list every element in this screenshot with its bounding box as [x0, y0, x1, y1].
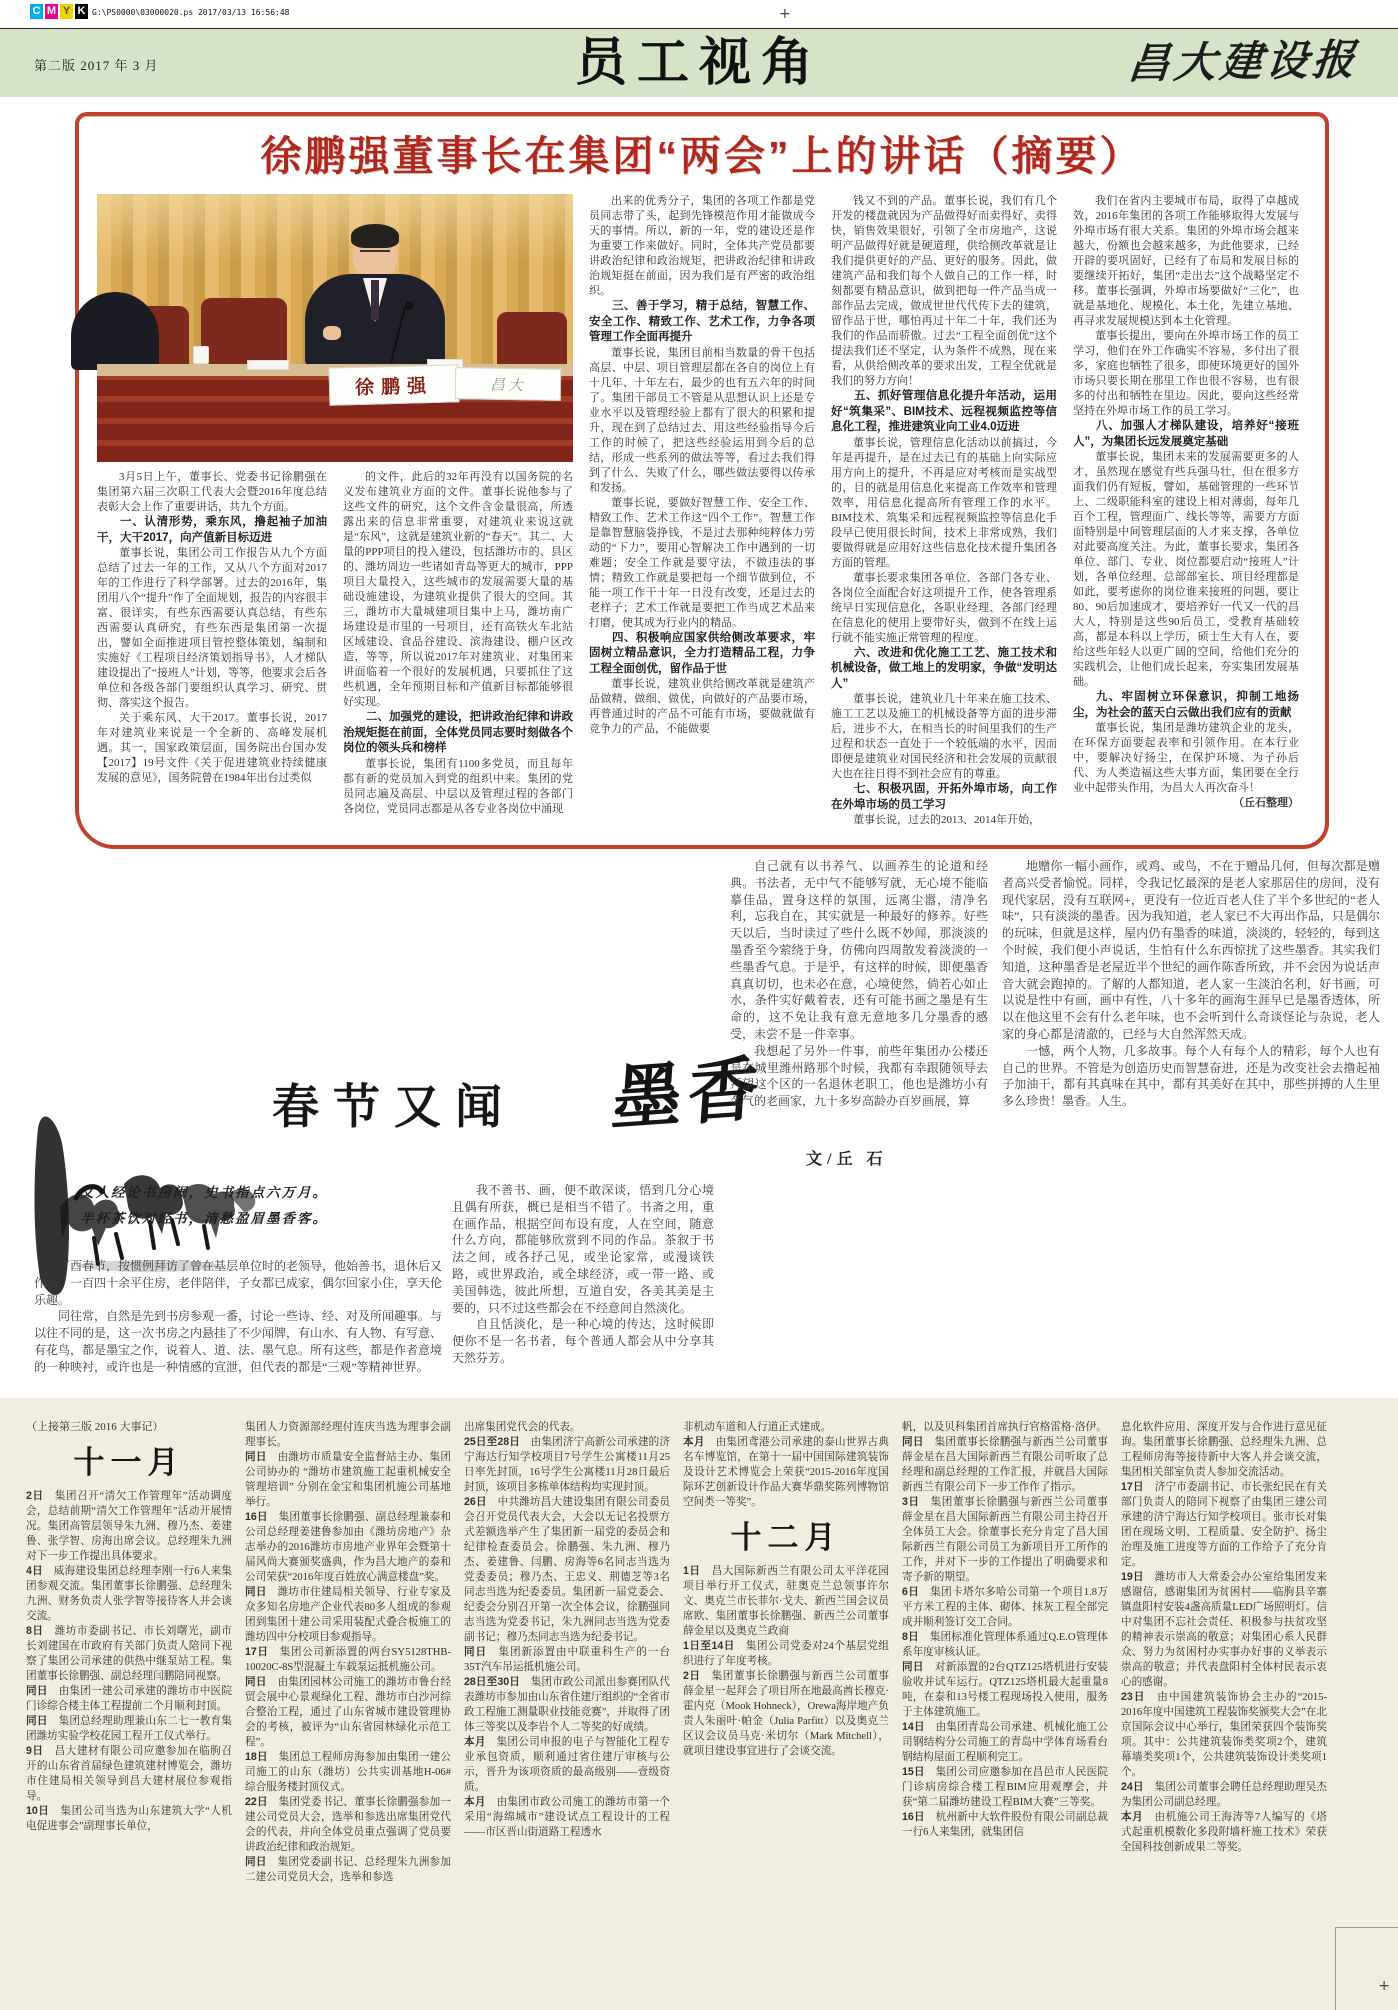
essay-section — [0, 850, 1398, 1395]
essay-poem — [80, 1180, 410, 1232]
article-column-5 — [1073, 194, 1299, 810]
paragraph: 董事长说，集团有1100多党员，而且每年都有新的党员加入到党的组织中来。集团的党员同志遍及高层、中层以及管理过程的各部门各岗位，党员同志都是从各专业各岗位中涌现 — [343, 757, 573, 815]
paragraph: 地赠你一幅小画作，或鸡、或鸟，不在于赠品几何，但每次都是赠者高兴受者愉悦。同样，令我记忆最深的是老人家那居住的房间，没有现代家居，没有互联网+，更没有一位近百老人住了半个多世纪的“老人味”，只有淡淡的墨香。因为我知道，老人家已不大再出作品，只是偶尔的玩味，但就是这样，屋内仍有墨香的味道，淡淡的，轻轻的，每到这个时候，我们便小声说话，生怕有什么东西惊扰了这些墨香。其实我们知道，这种墨香是老屋近半个世纪的画作陈香所致，并不会因为说话声音大就会跑掉的。了解的人都知道，老人家一生淡泊名利，好书画，可以说是性中有画，画中有性，八十多年的画海生涯早已是墨香透体，所以在他这里不会有什么老年味，也不会听到什么奇谈怪论与杂说，老人家的身心都是清澈的，已经与大自然浑然天成。 — [1002, 859, 1380, 1041]
chronicle-column-4 — [683, 1420, 889, 1980]
paragraph: 我想起了另外一件事，前些年集团办公楼还是在城里潍州路那个时候，我都有幸跟随领导去拜望这个区的一名退休老职工，他也是潍坊小有名气的老画家，九十多岁高龄办百岁画展，算 — [730, 1043, 988, 1109]
cmyk-marks — [30, 4, 88, 19]
paragraph: 董事长说，集团目前相当数量的骨干包括高层、中层、项目管理层都在各自的岗位上有十几年、十年左右，最少的也有五六年的时间了。集团干部员工不管是从思想认识上还是专业水平以及管理经验上都有了很大的积累和提升，现在到了总结过去、用这些经验指导今后工作的时候了，把这些经验运用到今后的总结，形成一些系列的做法等等，看过去我们得到了什么、失败了什么，哪些做法要得以传承和发扬。 — [589, 346, 815, 494]
chronicle-column-6 — [1121, 1420, 1327, 1980]
essay-title: 春节又闻 — [272, 1082, 516, 1134]
paragraph: 1日至14日 集团公司党委对24个基层党组织进行了年度考核。 — [683, 1640, 889, 1667]
paragraph: 同日 集团总经理助理兼山东二七一教育集团潍坊实验学校花园工程开工仪式举行。 — [26, 1715, 233, 1742]
paragraph: 15日 集团公司应邀参加在昌邑市人民医院门诊病房综合楼工程BIM应用观摩会，并获“第二届潍坊建设工程BIM大赛”三等奖。 — [902, 1766, 1108, 1808]
paragraph: 同日 由潍坊市质量安全监督站主办、集团公司协办的 “潍坊市建筑施工起重机械安全管理培训” 分别在金宝和集团机施公司基地举行。 — [245, 1451, 452, 1508]
paragraph: 董事长提出，要向在外埠市场工作的员工学习，他们在外工作确实不容易，多付出了很多，家庭也牺牲了很多，即使环境更好的国外市场只要长期在那里工作也很不容易，也有很多的付出和牺牲在里边。因此，要向这些经常坚持在外埠市场工作的员工学习。 — [1073, 330, 1299, 417]
registration-mark-icon: + — [779, 6, 791, 22]
paragraph: 董事长说，建筑业供给侧改革就是建筑产品做精、做细、做优，向做好的产品要市场，再普通过时的产品不可能有市场，要做就做有竞争力的产品，不能做要 — [589, 678, 815, 735]
edition-label: 第二版 2017 年 3 月 — [34, 58, 159, 73]
paragraph: 10日 集团公司当选为山东建筑大学“人机电促进事会”副理事长单位， — [26, 1805, 232, 1832]
paragraph: 董事长说，过去的2013、2014年开始， — [853, 814, 1040, 826]
essay-column-4 — [1002, 858, 1380, 1388]
section-heading: 七、积极巩固，开拓外埠市场，向工作在外埠市场的员工学习 — [831, 783, 1057, 811]
speaker-suit — [305, 274, 445, 366]
speaker-tie — [371, 280, 379, 320]
paragraph: 4日 威海建设集团总经理李刚一行6人来集团参观交流。集团董事长徐鹏强、总经理朱九洲、财务负责人张学智等接待客人并会谈交流。 — [26, 1565, 232, 1622]
paragraph: 董事长说，建筑业几十年来在施工技术、施工工艺以及施工的机械设备等方面的进步滞后，进步不大，在相当长的时间里我们的生产过程和状态一直处于一个较低端的水平，因而即便是建筑业对国民经济和社会发展的贡献很大也在往日得不到社会应有的尊重。 — [831, 693, 1057, 780]
paragraph: 8日 潍坊市委副书记、市长刘曙光，副市长刘建国在市政府有关部门负责人陪同下视察了集团公司承建的供热中继泵站工程。集团董事长徐鹏强、副总经理闫鹏陪同视察。 — [26, 1625, 232, 1682]
paragraph: 帆，以及贝科集团首席执行官格雷格·洛伊。 — [902, 1422, 1107, 1433]
month-heading: 十二月 — [730, 1520, 842, 1555]
section-heading: 五、抓好管理信息化提升年活动，运用好“筑集采”、BIM技术、远程视频监控等信息化工程，推进建筑业向工业4.0迈进 — [831, 390, 1057, 433]
speaker-head — [353, 230, 397, 280]
essay-column-3 — [730, 858, 988, 1388]
microphone-head-icon — [405, 301, 414, 310]
paragraph: 集团人力资源部经理付连庆当选为理事会副理事长。 — [245, 1422, 451, 1448]
paragraph: 17日 济宁市委副书记、市长张纪民在有关部门负责人的陪同下视察了由集团三建公司承建的济宁海达行知学校项目。张市长对集团在现场文明、工程质量、安全防护、扬尘治理及施工进度等方面的工作给予了充分肯定。 — [1121, 1481, 1327, 1568]
paragraph: 14日 由集团青岛公司承建、机械化施工公司钢结构分公司施工的青岛中学体育场看台钢结构屋面工程顺利完工。 — [902, 1721, 1108, 1763]
chronicle-section — [0, 1398, 1398, 2010]
masthead: 昌大建设报 — [1125, 37, 1361, 89]
article-left-wrap — [97, 194, 573, 815]
paragraph: 丁酉春节，按惯例拜访了曾在基层单位时的老领导，他始善书，退休后又作画。一百四十余平住房，老伴陪伴，子女都已成家，偶尔回家小住，享天伦乐趣。 — [34, 1259, 443, 1307]
paragraph: 2日 集团召开“清欠工作管理年”活动调度会，总结前期“清欠工作管理年”活动开展情况。集团高管层领导朱九洲、穆乃杰、姜建鲁、张学智、房海出席会议。总经理朱九洲对下一步工作提出具体要求。 — [26, 1490, 232, 1562]
paragraph: 3日 集团董事长徐鹏强与新西兰公司董事薛金星在昌大国际新西兰有限公司主持召开全体员工大会。徐董事长充分肯定了昌大国际新西兰有限公司员工为新项目开工所作的工作，并对下一步的工作提出了明确要求和寄予新的期望。 — [902, 1496, 1108, 1583]
paragraph: 同日 集团董事长徐鹏强与新西兰公司董事薛金星在昌大国际新西兰有限公司听取了总经理和副总经理的工作汇报，并就昌大国际新西兰有限公司下一步工作作了指示。 — [902, 1436, 1109, 1493]
page-title: 员工视角 — [574, 34, 823, 92]
registration-mark-icon: + — [1378, 1978, 1390, 1994]
yellow-mark: Y — [60, 4, 73, 19]
paragraph: 3月5日上午，董事长、党委书记徐鹏强在集团第六届三次职工代表大会暨2016年度总结表彰大会上作了重要讲话，共九个方面。 — [97, 471, 327, 513]
paragraph: 18日 集团总工程师房海参加由集团一建公司施工的山东（潍坊）公共实训基地H-06#综合服务楼封顶仪式。 — [245, 1751, 451, 1793]
chronicle-column-1 — [26, 1420, 232, 1980]
paragraph: 董事长说，要做好智慧工作、安全工作、精致工作、艺术工作这“四个工作”。智慧工作是靠智慧脑袋挣钱，不是过去那种纯粹体力劳动的“下力”，要用心智解决工作中遇到的一切难题；安全工作就是要守法，不做违法的事情；精致工作就是要把每一个细节做到位，不能一项工作干十年一日没有改变，还是过去的老样子；艺术工作就是要把工作当成艺术品来打磨，使其成为行业内的精品。 — [589, 496, 815, 629]
article-column-2 — [343, 470, 573, 817]
article-column-3 — [589, 194, 815, 810]
chronicle-columns — [0, 1398, 1398, 2002]
paragraph: 17日 集团公司新添置的两台SY5128THB-10020C-8S型混凝土车载泵运抵机施公司。 — [245, 1646, 451, 1673]
paragraph: 钱又不到的产品。董事长说，我们有几个开发的楼盘就因为产品做得好而卖得好、卖得快，销售效果很好，引领了全市房地产，这说明产品做得好就是硬道理，供给侧改革就是让我们提供更好的产品、更好的服务。因此，做建筑产品和我们每个人做自己的工作一样，时刻都要有精品意识，做到把每一件产品当成一部作品去完成，做成世世代代传下去的建筑，留作品于世，哪怕再过十年二十年，我们还为我们的作品而骄傲。过去“工程全面创优”这个提法我们还不坚定，认为条件不成熟，现在来看，从供给侧改革的要求出发，工程全优就是我们的努力方向！ — [831, 195, 1057, 387]
cup — [193, 346, 209, 364]
section-heading: 三、善于学习，精于总结，智慧工作、安全工作、精致工作、艺术工作，力争各项管理工作全面再提升 — [589, 300, 815, 343]
essay-calligraphy-title: 墨香 — [609, 1051, 767, 1140]
paragraph: 22日 集团党委书记、董事长徐鹏强参加一建公司党员大会，选举和参选出席集团党代会的代表，并向全体党员重点强调了党员要讲政治纪律和政治规矩。 — [245, 1796, 451, 1853]
paragraph: 董事长说，管理信息化活动以前搞过，今年是再提升，是在过去已有的基础上向实际应用方向上的提升，不再是应对考核而是实战型的，目的就是用信息化来提高工作效率和管理效率，用信息化提高所有管理工作的水平。BIM技术、筑集采和远程视频监控等信息化手段早已使用很长时间，技术上非常成熟，我们要做得就是应用好这些信息化技术提升集团各方面的管理。 — [831, 436, 1057, 569]
paragraph: 董事长说，集团是潍坊建筑企业的龙头，在环保方面要起表率和引领作用。在本行业中，要解决好扬尘，在保护环境、为子孙后代、为人类造福这些大事方面，集团要在全行业中起带头作用，为昌大人再次奋斗！ （丘石整理） — [1073, 722, 1299, 809]
print-file-path: G:\PS0000\03000020.ps 2017/03/13 16:56:48 — [92, 8, 290, 17]
paragraph: 26日 中共潍坊昌大建设集团有限公司委员会召开党员代表大会，大会以无记名投票方式差额选举产生了集团新一届党的委员会和纪律检查委员会。徐鹏强、朱九洲、穆乃杰、姜建鲁、闫鹏、房海等6名同志当选为党委委员；穆乃杰、王忠义、荆德芝等3名同志当选为纪委委员。集团新一届党委会、纪委会分别召开第一次全体会议，徐鹏强同志当选为党委书记，朱九洲同志当选为党委副书记；穆乃杰同志当选为纪委书记。 — [464, 1496, 670, 1643]
magenta-mark: M — [46, 5, 57, 17]
article-column-1 — [97, 470, 327, 817]
chronicle-column-3 — [464, 1420, 670, 1980]
paragraph: 息化软件应用、深度开发与合作进行意见征询。集团董事长徐鹏强、总经理朱九洲、总工程师房海等接待新中大客人并会谈交流，集团相关部室负责人参加交流活动。 — [1121, 1422, 1327, 1478]
adjacent-page-corner — [1335, 1927, 1398, 2010]
essay-byline: 文/丘 石 — [806, 1151, 888, 1168]
paragraph: 9日 昌大建材有限公司应邀参加在临朐召开的山东省首届绿色建筑建材博览会，潍坊市住建局相关领导到昌大建材展位参观指导。 — [26, 1745, 232, 1802]
section-heading: 六、改进和优化施工工艺、施工技术和机械设备，做工地上的发明家，争做“发明达人” — [831, 646, 1057, 690]
paragraph: 我们在省内主要城市布局，取得了卓越成效，2016年集团的各项工作能够取得大发展与外埠市场有很大关系。集团的外埠市场会越来越大，份额也会越来越多，为此他要求，已经开辟的要巩固好，已经有了布局和发展目标的要继续开拓好，集团“走出去”这个战略坚定不移。董事长强调，外埠市场要做好“三化”，也就是基地化、规模化、本土化，先建立基地、再寻求发展规模达到本土化管理。 — [1073, 195, 1299, 327]
paragraph: 本月 集团公司申报的电子与智能化工程专业承包资质，顺利通过省住建厅审核与公示，晋升为该项资质的最高级别——壹级资质。 — [464, 1736, 671, 1793]
paragraph: 的文件，此后的32年再没有以国务院的名义发布建筑业方面的文件。董事长说他参与了这些文件的研究，这个文件含金量很高，所透露出来的信息非常重要，对建筑业来说这就是“东风”，这就是建筑业新的“春天”。其二、大量的PPP项目的投入建设，包括潍坊市的、县区的、潍坊周边一些诸如青岛等更大的城市，PPP项目大量投入，这些城市的发展需要大量的基础设施建设，为建筑业提供了很大的空间。其三，潍坊市大量城建项目集中上马，潍坊南广场建设是市里的一号项目，还有高铁火车北站区域建设、食品谷建设、滨海建设、棚户区改造，等等，所以说2017年对建筑业、对集团来讲面临着一个很好的发展机遇，只要抓住了这些机遇，全年预期目标和产值新目标都能够很好实现。 — [343, 471, 573, 708]
paragraph: 本月 由集团鸢港公司承建的泰山世界古典名车博览馆，在第十一届中国国际建筑装饰及设计艺术博览会上荣获“2015-2016年度国际环艺创新设计作品大赛华鼎奖陈列博物馆空间类一等奖”。 — [683, 1436, 890, 1508]
paragraph: 8日 集团标准化管理体系通过Q.E.O管理体系年度审核认证。 — [902, 1631, 1108, 1658]
glasses-icon — [360, 250, 390, 259]
paragraph: 25日至28日 由集团济宁高新公司承建的济宁海达行知学校项目7号学生公寓楼11月25日率先封顶，16号学生公寓楼11月28日最后封顶，该项目多栋单体结构均实现封顶。 — [464, 1436, 670, 1493]
paragraph: 同往常，自然是先到书房参观一番，讨论一些诗、经、对及所闻趣事。与以往不同的是，这一次书房之内悬挂了不少闻牌，有山水、有人物、有写意、有花鸟，都是墨宝之作，说着人、道、法、墨气息。所有这些，都是作者意境的一种映衬，或许也是一种情感的宣泄，但代表的都是“三观”等精神世界。 — [34, 1309, 443, 1374]
paragraph: 23日 由中国建筑装饰协会主办的“2015-2016年度中国建筑工程装饰奖颁奖大会”在北京国际会议中心举行，集团荣获四个装饰奖项。其中：公共建筑装饰类奖项2个，建筑幕墙类奖项1个，公共建筑装饰设计类奖项1个。 — [1121, 1691, 1327, 1778]
photo-side-placard: 昌大 — [455, 367, 562, 401]
article-column-4 — [831, 194, 1057, 826]
chronicle-column-2 — [245, 1420, 451, 1980]
paragraph: 一憾，两个人物，几多故事。每个人有每个人的精彩，每个人也有自己的世界。不管是为创造历史而智慧奋进，还是为改变社会去撸起袖子加油干，都有其真味在其中，都有其美好在其中，那些拼搏的人生里多么珍贵！墨香。人生。 — [1002, 1043, 1380, 1109]
article-lower-columns — [97, 470, 573, 817]
paragraph: 董事长说，集团未来的发展需要更多的人才，虽然现在感觉有些兵强马壮，但在很多方面我们仍有短板，譬如，基础管理的一些环节上、二级职能科室的建设上相对薄弱，每年几百个工程，管理面广、线长等等，需要方方面面特别是中间管理层面的人才来支撑，各单位对此要高度关注。为此，董事长要求，集团各单位、部门、专业、岗位都要启动“接班人”计划，各单位经理、总部部室长、项目经理都是如此，要考虑你的岗位谁来接班的问题，要让80、90后加速成才，要培养好一代又一代的昌大人，特别是这些90后员工，受教育基础较高，都是本科以上学历，硕士生大有人在，要给这些年轻人以更广阔的空间，给他们充分的实践机会，让他们成长起来，夯实集团发展基础。 — [1073, 451, 1299, 688]
photo-nameplate: 徐鹏强 — [329, 364, 460, 405]
paragraph: 16日 杭州新中大软件股份有限公司副总裁一行6人来集团，就集团信 — [902, 1811, 1108, 1838]
speaker-hand — [323, 326, 341, 340]
paragraph: 6日 集团卡塔尔多哈公司第一个项目1.8万平方米工程的主体、砌体、抹灰工程全部完成并顺利签订交工合同。 — [902, 1586, 1108, 1628]
essay-column-2 — [452, 1182, 714, 1386]
chronicle-column-5 — [902, 1420, 1108, 1980]
paragraph: 28日至30日 集团市政公司派出参赛团队代表潍坊市参加由山东省住建厅组织的“全省市政工程施工测量职业技能竞赛”，并取得了团体三等奖以及李岩个人二等奖的好成绩。 — [464, 1676, 670, 1733]
paragraph: 同日 集团党委副书记、总经理朱九洲参加二建公司党员大会，选举和参选 — [245, 1856, 452, 1883]
paragraph: 董事长说，集团公司工作报告从九个方面总结了过去一年的工作，又从八个方面对2017年的工作进行了科学部署。过去的2016年，集团用八个“提升”作了全面规划，报告的内容很丰富、很详实，有些东西需要认真总结，有些东西需要认真研究，有些东西是集团第一次提出，譬如全面推进项目管控整体策划，编制和实施好《工程项目经济策划指导书》，人才梯队建设提出了“接班人”计划，等等，他要求会后各单位和各级各部门要组织认真学习、研究、贯彻、落实这个报告。 — [97, 547, 327, 709]
poem-line: 半杯茶饮对经书，清愁盈眉墨香客。 — [80, 1211, 328, 1226]
paragraph: 非机动车道和人行道正式建成。 — [683, 1422, 832, 1433]
paragraph: 自己就有以书养气、以画养生的论道和经典。书法者，无中气不能够写就，无心境不能临摹佳品，置身这样的氛围，远离尘嚣，清净名利，忘我自在，其实就是一种最好的修养。好些天以后，当时读过了些什么既不妙闻，那淡淡的墨香至今萦绕于身，仿佛向四周散发着淡淡的一些墨香气息。于是乎，有这样的时候，即便墨香真真切切，也未必在意，心境使然，倘若心如止水，条件实好戴着表，还有可能书画之墨是有生命的，这不免让我有意无意地多几分墨香的感受，未尝不是一件幸事。 — [730, 859, 988, 1041]
section-heading: 二、加强党的建设，把讲政治纪律和讲政治规矩挺在前面，全体党员同志要时刻做各个岗位的领头兵和榜样 — [343, 711, 573, 754]
paragraph: 出席集团党代会的代表。 — [464, 1422, 581, 1433]
paragraph: 19日 潍坊市人大常委会办公室给集团发来感谢信，感谢集团为贫困村——临朐县辛寨镇盘阳村安装4盏高质量LED广场照明灯。信中对集团不忘社会责任、积极参与扶贫攻坚的精神表示崇高的敬意；对集团心系人民群众、努力为贫困村办实事办好事的义举表示崇高的敬意；并代表盘阳村全体村民表示衷心的感谢。 — [1121, 1571, 1327, 1688]
paper — [247, 360, 289, 370]
page-banner — [0, 28, 1398, 97]
article-columns — [97, 194, 1307, 826]
black-mark: K — [75, 4, 88, 19]
paragraph: 本月 由集团市政公司施工的潍坊市第一个采用“海绵城市”建设试点工程设计的工程——市区晋山街道路工程透水 — [464, 1796, 671, 1838]
prepress-bar — [0, 0, 1398, 28]
paragraph: 自且恬淡化，是一种心境的传达，这时候即便你不是一名书者，每个普通人都会从中分享其天然芬芳。 — [452, 1317, 714, 1365]
month-heading: 十一月 — [73, 1445, 185, 1480]
paragraph: 2日 集团董事长徐鹏强与新西兰公司董事薛金星一起拜会了项目所在地最高酋长穆克·霍内克（Mook Hohneck），Orewa海岸地产负责人朱丽叶·帕金（Julia Parfitt）以及奥克兰区议会议员马克·米切尔（Mark Mitchell），就项目建设事宜进行了会谈交流。 — [683, 1670, 889, 1757]
paragraph: 1日 昌大国际新西兰有限公司太平洋花园项目举行开工仪式，驻奥克兰总领事许尔文、奥克兰市长菲尔·戈夫、新西兰国会议员席欧、集团董事长徐鹏强、新西兰公司董事薛金星以及奥克兰政商 — [683, 1565, 889, 1637]
section-heading: 四、积极响应国家供给侧改革要求，牢固树立精品意识，全力打造精品工程，力争工程全面创优，留作品于世 — [589, 631, 815, 675]
article-photo — [97, 194, 573, 462]
paragraph: 同日 对新添置的2台QTZ125塔机进行安装验收并试车运行。QTZ125塔机最大起重量8吨，在泰和13号楼工程现场投入使用，服务于主体建筑施工。 — [902, 1661, 1109, 1718]
paragraph: 同日 由集团一建公司承建的潍坊市中医院门诊综合楼主体工程提前二个月顺利封顶。 — [26, 1685, 233, 1712]
attendee-figure — [71, 298, 159, 370]
paragraph: 同日 潍坊市住建局相关领导、行业专家及众多知名房地产企业代表80多人组成的参观团到集团十建公司采用装配式叠合板施工的潍坊四中分校项目参观指导。 — [245, 1586, 452, 1643]
cyan-mark: C — [30, 4, 43, 19]
main-article-box — [75, 112, 1329, 849]
paragraph: 同日 由集团园林公司施工的潍坊市鲁台经贸会展中心景观绿化工程、潍坊市白沙河综合整治工程，通过了山东省城市建设管理协会的考核，被评为“山东省园林绿化示范工程”。 — [245, 1676, 452, 1748]
speaker-figure — [305, 230, 445, 366]
paragraph: 我不善书、画，便不敢深谈，悟到几分心境且偶有所获，概已是相当不错了。书斋之用，重在画作品，根据空间布设有度，人在空间，随意什么方向，都能够欣赏到不同的作品。茶叙于书法之间，或各抒己见，或坐论家常，或漫谈铁路，或世界政治，或全球经济，或一带一路、或美国韩选，彼此所想，互道自安，各美其美是主要的，只不过这些都会在不经意间自然淡化。 — [452, 1183, 714, 1315]
paragraph: 24日 集团公司董事会聘任总经理助理吴杰为集团公司副总经理。 — [1121, 1781, 1327, 1808]
paragraph: 关于乘东风、大干2017。董事长说，2017年对建筑业来说是一个全新的、高峰发展机遇。其一，国家政策层面，国务院出台国办发【2017】19号文件《关于促进建筑业持续健康发展的意见》，国务院曾在1984年出台过类似 — [97, 712, 327, 784]
poem-line: 文人经论书房闹，史书指点六万月。 — [80, 1185, 328, 1200]
paragraph: 16日 集团董事长徐鹏强、副总经理兼泰和公司总经理姜建鲁参加由《潍坊房地产》杂志举办的2016潍坊市房地产业界年会暨第十届风尚大赛颁奖盛典，作为昌大地产的泰和公司荣获“2016年度百姓放心满意楼盘”奖。 — [245, 1511, 451, 1583]
paragraph: 出来的优秀分子，集团的各项工作都是党员同志带了头，起到先锋模范作用才能做成今天的事情。所以，新的一年，党的建设还是作为重要工作来做好。同时，全体共产党员都要讲政治纪律和政治规矩，把讲政治纪律和讲政治规矩挺在前面，因为我们是有严密的政治组织。 — [589, 195, 815, 297]
paragraph: 本月 由机施公司王海涛等7人编写的《塔式起重机模数化多段附墙杆施工技术》荣获全国科技创新成果二等奖。 — [1121, 1811, 1328, 1853]
section-heading: 八、加强人才梯队建设，培养好“接班人”，为集团长远发展奠定基础 — [1073, 420, 1299, 448]
continuation-note: （上接第三版 2016 大事记） — [26, 1421, 164, 1433]
section-heading: 九、牢固树立环保意识，抑制工地扬尘，为社会的蓝天白云做出我们应有的贡献 — [1073, 691, 1299, 719]
article-headline: 徐鹏强董事长在集团“两会”上的讲话（摘要） — [260, 133, 1144, 179]
paragraph: 同日 集团新添置由中联重科生产的一台35T汽车吊运抵机施公司。 — [464, 1646, 671, 1673]
section-heading: 一、认清形势，乘东风，撸起袖子加油干，大干2017，向产值新目标迈进 — [97, 516, 327, 544]
paragraph: 董事长要求集团各单位、各部门各专业、各岗位全面配合好这项提升工作，使各管理系统早日实现信息化，各职业经理、各部门经理在信息化的使用上要带好头，做到不在线上运行就不能实施正常管理的程度。 — [831, 571, 1057, 644]
essay-column-1 — [34, 1258, 442, 1386]
speaker-hair — [351, 224, 399, 248]
